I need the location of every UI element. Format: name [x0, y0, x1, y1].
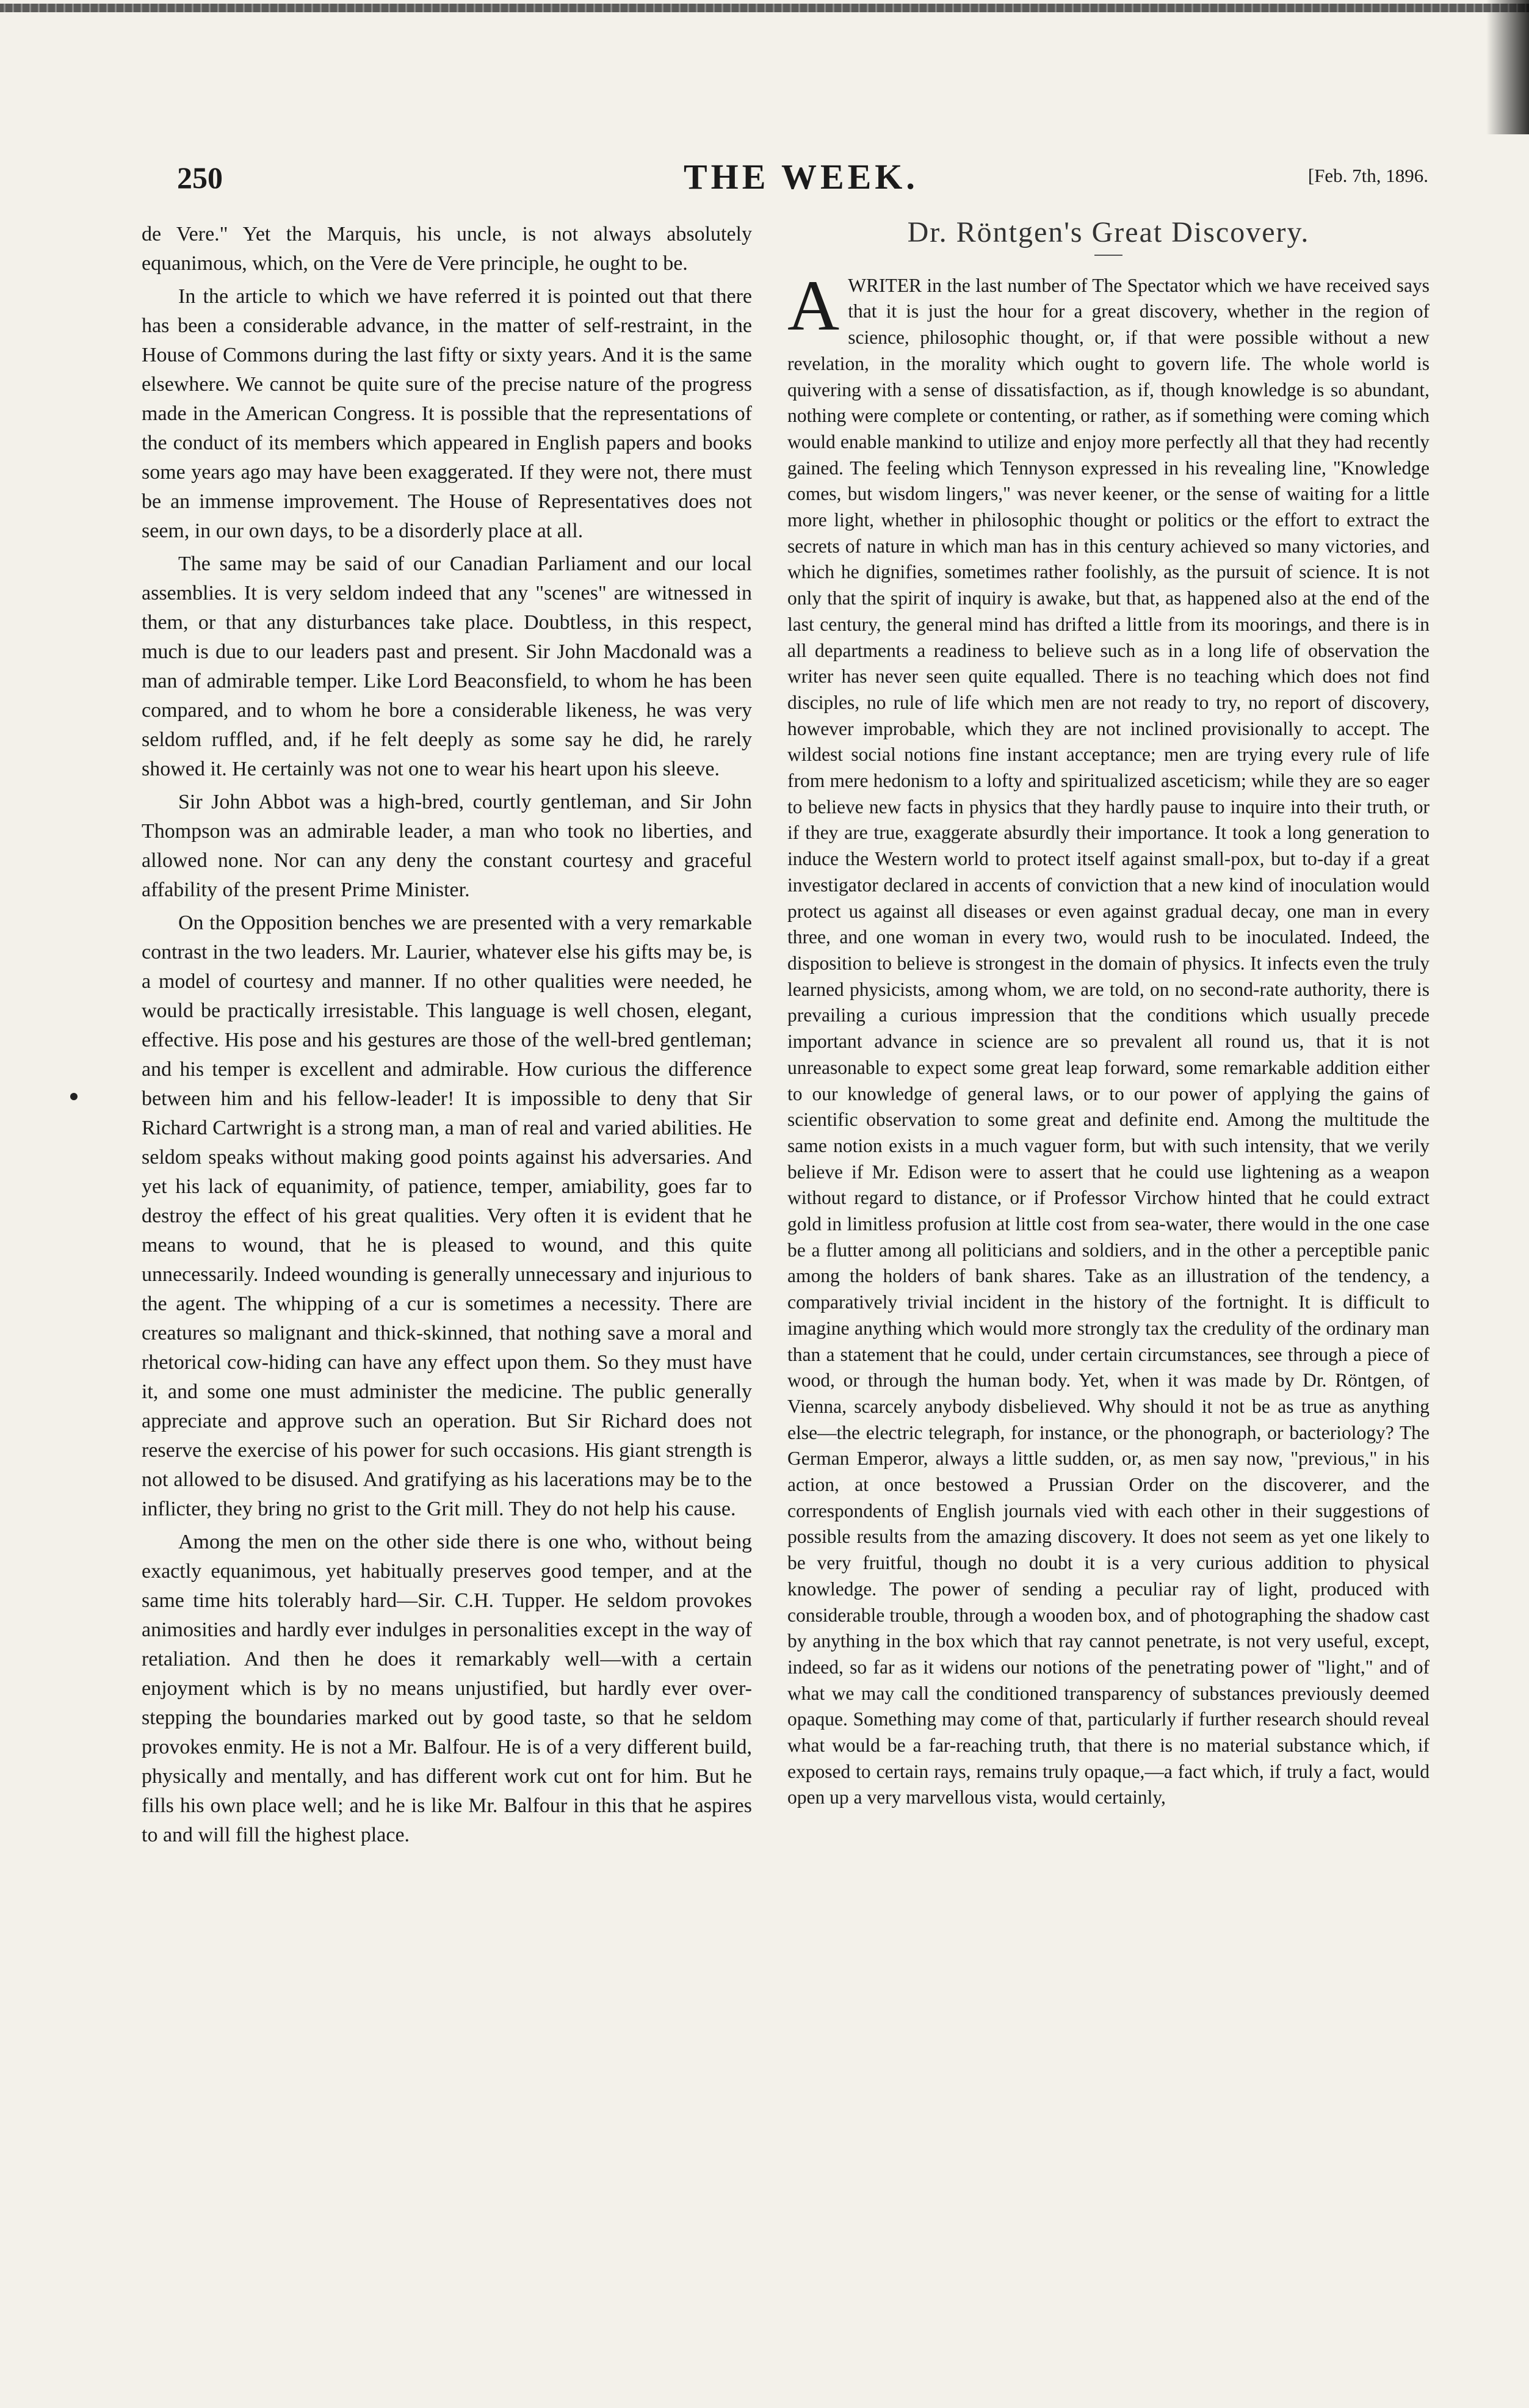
lead-text: WRITER in the last number of The Spectator which we have received says that it is just the hour for a great discovery, whether in the region of science, philosophic thought, or, if that were possible without a new revelation, in the morality which ought to govern life. The whole world is quivering with a sense of dissatisfaction, as if, though knowledge is so abundant, nothing were complete or contenting, or rather, as if something were coming which would enable mankind to utilize and enjoy more perfectly all that they had recently gained. The feeling which Tennyson expressed in his revealing line, "Knowledge comes, but wisdom lingers," was never keener, or the sense of waiting for a little more light, whether in philosophic thought or politics or the effort to extract the secrets of nature in which man has in this century achieved so many victories, and which he dignifies, sometimes rather foolishly, as the pursuit of science. It is not only that the spirit of inquiry is awake, but that, as happened also at the end of the last century, the general mind has drifted a little from its moorings, and there is in all departments a readiness to believe such as in a long life of observation the writer has never seen quite equalled. There is no teaching which does not find disciples, no rule of life which men are not ready to try, no report of discovery, however improbable, which they are not inclined provisionally to accept. The wildest social notions fine instant acceptance; men are trying every rule of life from mere hedonism to a lofty and spiritualized asceticism; while they are so eager to believe new facts in physics that they hardly pause to inquire into their truth, or if they are true, exaggerate absurdly their importance. It took a long generation to induce the Western world to protect itself against small-pox, but to-day if a great investigator declared in accents of conviction that a new kind of inoculation would protect us against all diseases or even against gradual decay, one man in every three, and one woman in every two, would rush to be inoculated. Indeed, the disposition to believe is strongest in the domain of physics. It infects even the truly learned physicists, among whom, we are told, on no second-rate authority, there is prevailing a curious impression that the conditions which usually precede important advance in science are so prevalent all round us, that it is not unreasonable to expect some great leap forward, some remarkable addition either to our knowledge of general laws, or to our power of applying the gains of scientific observation to some great and definite end. Among the multitude the same notion exists in a much vaguer form, but with such intensity, that we verily believe if Mr. Edison were to assert that he could use lightening as a weapon without regard to distance, or if Professor Virchow hinted that he could extract gold in limitless profusion at little cost from sea-water, there would in the one case be a flutter among all politicians and soldiers, and in the other a perceptible panic among the holders of bank shares. Take as an illustration of the tendency, a comparatively trivial incident in the history of the fortnight. It is difficult to imagine anything which would more strongly tax the credulity of the ordinary man than a statement that he could, under certain circumstances, see through a piece of wood, or through the human body. Yet, when it was made by Dr. Röntgen, of Vienna, scarcely anybody disbelieved. Why should it not be as true as anything else—the electric telegraph, for instance, or the phonograph, or bacteriology? The German Emperor, always a little sudden, or, as men say now, "previous," in his action, at once bestowed a Prussian Order on the discoverer, and the correspondents of English journals vied with each other in their suggestions of possible results from the amazing discovery. It does not seem as yet one likely to be very fruitful, though no doubt it is a very curious addition to physical knowledge. The power of sending a peculiar ray of light, produced with considerable trouble, through a wooden box, and of photographing the shadow cast by anything in the box which that ray cannot penetrate, is not very useful, except, indeed, so far as it widens our notions of the penetrating power of "light," and of what we may call the conditioned transparency of substances previously deemed opaque. Something may come of that, particularly if further research should reveal what would be a far-reaching truth, that there is no material substance which, if exposed to certain rays, remains truly opaque,—a fact which, if truly a fact, would open up a very marvellous vista, would certainly,	[787, 274, 1430, 1808]
paragraph: The same may be said of our Canadian Parliament and our local assemblies. It is very seldom indeed that any "scenes" are witnessed in them, or that any disturbances take place. Doubtless, in this respect, much is due to our leaders past and present. Sir John Macdonald was a man of admirable temper. Like Lord Beaconsfield, to whom he has been compared, and to whom he bore a considerable likeness, he was very seldom ruffled, and, if he felt deeply as some say he did, he rarely showed it. He certainly was not one to wear his heart upon his sleeve.	[142, 553, 752, 780]
page-number: 250	[177, 161, 223, 195]
paragraph: de Vere." Yet the Marquis, his uncle, is not always absolutely equanimous, which, on the Vere de Vere principle, he ought to be.	[142, 223, 752, 275]
paragraph: In the article to which we have referred it is pointed out that there has been a considerable advance, in the matter of self-restraint, in the House of Commons during the last fifty or sixty years. And it is the same elsewhere. We cannot be quite sure of the precise nature of the progress made in the American Congress. It is possible that the representations of the conduct of its members which appeared in English papers and books some years ago may have been exaggerated. If they were not, there must be an immense improvement. The House of Representatives does not seem, in our own days, to be a disorderly place at all.	[142, 285, 752, 542]
publication-masthead: THE WEEK.	[684, 157, 919, 197]
paragraph: Sir John Abbot was a high-bred, courtly gentleman, and Sir John Thompson was an admirable leader, a man who took no liberties, and allowed none. Nor can any deny the constant courtesy and graceful affability of the present Prime Minister.	[142, 791, 752, 901]
paragraph: Among the men on the other side there is one who, without being exactly equanimous, yet habitually preserves good temper, and at the same time hits tolerably hard—Sir. C.H. Tupper. He seldom provokes animosities and hardly ever indulges in personalities except in the way of retaliation. And then he does it remarkably well—with a certain enjoyment which is by no means unjustified, but hardly ever over-stepping the boundaries marked out by good taste, so that he seldom provokes enmity. He is not a Mr. Balfour. He is of a very different build, physically and mentally, and has different work cut ont for him. But he fills his own place well; and he is like Mr. Balfour in this that he aspires to and will fill the highest place.	[142, 1531, 752, 1846]
margin-dot	[70, 1093, 78, 1100]
article-title: Dr. Röntgen's Great Discovery.	[907, 220, 1310, 248]
paragraph: On the Opposition benches we are presented with a very remarkable contrast in the two leaders. Mr. Laurier, whatever else his gifts may be, is a model of courtesy and manner. If no other qualities were needed, he would be practically irresistable. This language is well chosen, elegant, effective. His pose and his gestures are those of the well-bred gentleman; and his temper is excellent and admirable. How curious the difference between him and his fellow-leader! It is impossible to deny that Sir Richard Cartwright is a strong man, a man of real and varied abilities. He seldom speaks without making good points against his adversaries. And yet his lack of equanimity, of patience, temper, amiability, goes far to destroy the effect of his great qualities. Very often it is evident that he means to wound, that he is pleased to wound, and this quite unnecessarily. Indeed wounding is generally unnecessary and injurious to the agent. The whipping of a cur is sometimes a necessity. There are creatures so malignant and thick-skinned, that nothing save a moral and rhetorical cow-hiding can have any effect upon them. So they must have it, and some one must administer the medicine. The public generally appreciate and approve such an operation. But Sir Richard does not reserve the exercise of his power for such occasions. His giant strength is not allowed to be disused. And gratifying as his lacerations may be to the inflicter, they bring no grist to the Grit mill. They do not help his cause.	[142, 912, 752, 1520]
drop-cap: A	[787, 265, 840, 346]
left-column	[142, 220, 752, 2308]
page-header	[177, 157, 1428, 203]
issue-date: [Feb. 7th, 1896.	[1307, 165, 1428, 186]
title-divider	[1094, 255, 1122, 256]
article-lead-paragraph	[787, 265, 1430, 1811]
top-border-rule	[0, 4, 1529, 12]
right-column	[787, 220, 1430, 2308]
page-edge-shadow	[1486, 0, 1529, 134]
